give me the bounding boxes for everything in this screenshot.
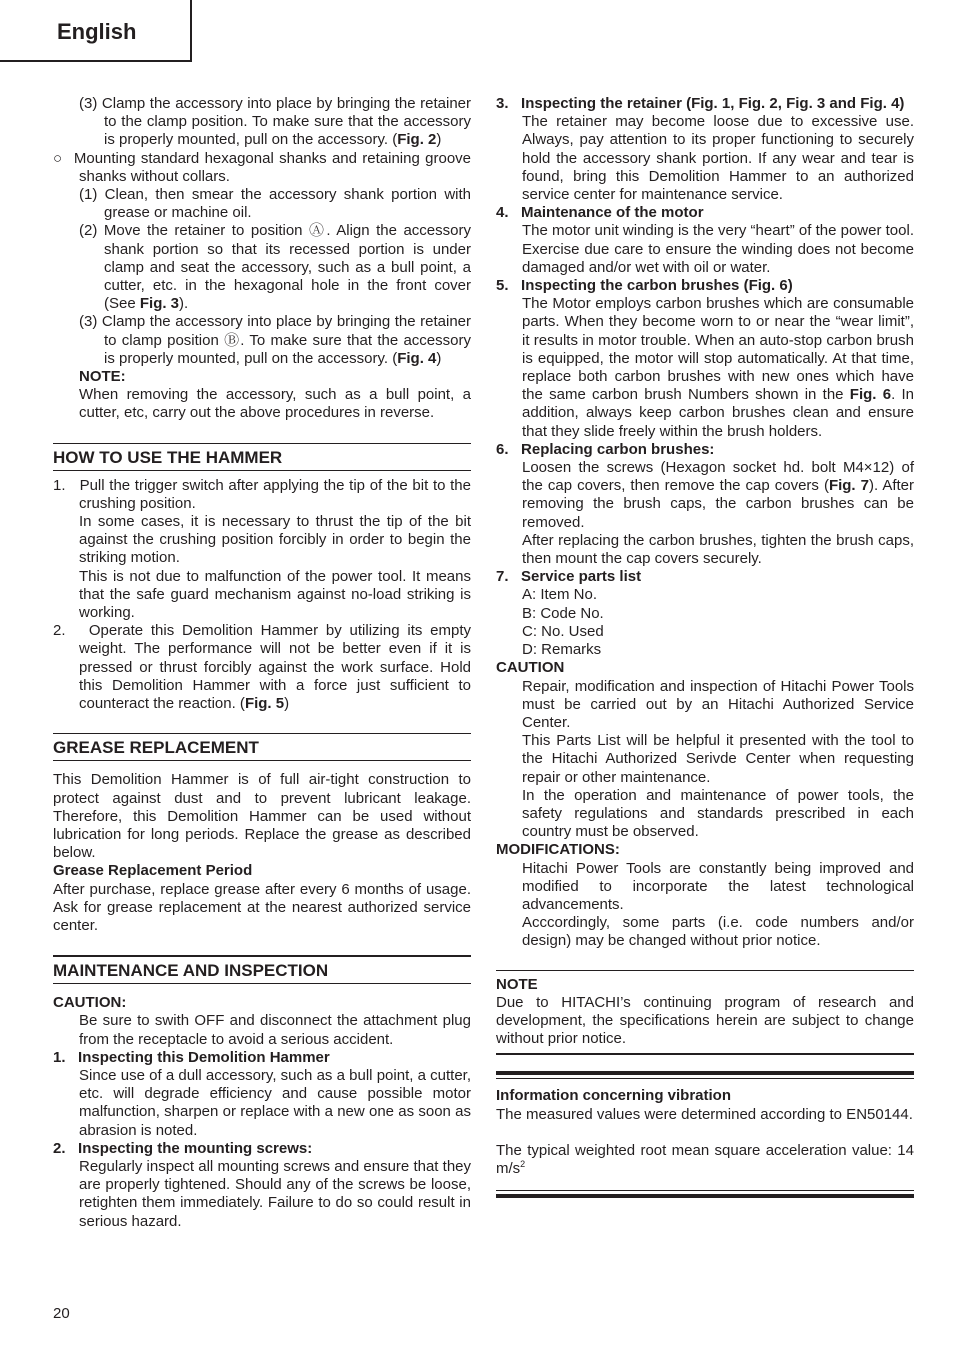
caution-paragraph: Repair, modification and inspection of Hitachi Power Tools must be carried out by an Hitachi Authorized Service Center.	[522, 677, 914, 731]
how-step-1-p3: This is not due to malfunction of the power tool. It means that the safe guard mechanism against no-load striking is working.	[79, 567, 471, 622]
how-step-1: 1. Pull the trigger switch after applying the tip of the bit to the crushing position.	[53, 476, 471, 512]
maintenance-heading: MAINTENANCE AND INSPECTION	[53, 955, 471, 984]
maint-item-1-title: 1. Inspecting this Demolition Hammer	[53, 1048, 330, 1066]
parts-list-item: B: Code No.	[522, 604, 604, 622]
modifications-label: MODIFICATIONS:	[496, 841, 620, 859]
parts-list-item: D: Remarks	[522, 641, 602, 659]
how-to-use-heading: HOW TO USE THE HAMMER	[53, 443, 471, 471]
maint-item-4-title: 4. Maintenance of the motor	[496, 204, 704, 222]
clamp-step-3a: (3) Clamp the accessory into place by bringing the retainer to the clamp position. To make sure that the accessory is properly mounted, pull on the accessory. (Fig. 2)	[79, 95, 472, 149]
how-step-1-p2: In some cases, it is necessary to thrust the tip of the bit against the crushing position forcibly in order to begin the striking motion.	[79, 513, 471, 567]
language-label: English	[57, 19, 137, 44]
maint-item-6-title: 6. Replacing carbon brushes:	[496, 440, 715, 458]
maint-item-7-title: 7. Service parts list	[496, 568, 642, 586]
vibration-text: The measured values were determined according to EN50144.	[496, 1105, 913, 1123]
caution-paragraph: In the operation and maintenance of power tools, the safety regulations and standards prescribed in each country must be observed.	[522, 786, 914, 841]
vibration-value: The typical weighted root mean square acceleration value: 14 $m/s^2$	[496, 1141, 914, 1177]
vibration-bottom-rule	[496, 1194, 914, 1198]
maint-item-5-title: 5. Inspecting the carbon brushes (Fig. 6)	[496, 277, 793, 295]
caution-text: Be sure to swith OFF and disconnect the attachment plug from the receptacle to avoid a serious accident.	[79, 1012, 471, 1048]
parts-list-item: C: No. Used	[522, 622, 604, 640]
note-label: NOTE	[496, 975, 538, 993]
maint-item-3-title: 3. Inspecting the retainer (Fig. 1, Fig. 2, Fig. 3 and Fig. 4)	[496, 95, 905, 112]
right-column	[496, 95, 914, 1198]
maint-item-6-text2: After replacing the carbon brushes, tighten the brush caps, then mount the cap covers securely.	[522, 531, 914, 568]
clean-step-1: (1) Clean, then smear the accessory shank portion with grease or machine oil.	[79, 186, 471, 222]
note-label: NOTE:	[79, 368, 126, 386]
maint-item-2-title: 2. Inspecting the mounting screws:	[53, 1139, 313, 1157]
maint-item-3-text: The retainer may become loose due to excessive use. Always, pay attention to its proper functioning to securely hold the accessory shank portion. If any wear and tear is found, bring this Demolition Hammer to an authorized service center for maintenance service.	[522, 113, 914, 204]
caution-label: CAUTION	[496, 659, 565, 677]
caution-label: CAUTION:	[53, 994, 127, 1012]
modifications-paragraph: Acccordingly, some parts (i.e. code numbers and/or design) may be changed without prior notice.	[522, 914, 914, 950]
note-text: Due to HITACHI’s continuing program of research and development, the specifications herein are subject to change without prior notice.	[496, 993, 914, 1048]
move-step-2: (2) Move the retainer to position Ⓐ. Align the accessory shank portion so that its recessed portion is under clamp and seat the accessory, such as a bull point, a cutter, etc. in the hexagonal hole in the front cover (See Fig. 3).	[79, 222, 471, 313]
how-step-2: 2. Operate this Demolition Hammer by utilizing its empty weight. The performance will not be better even if it is pressed or thrust forcibly against the work surface. Hold this Demolition Hammer with a force just sufficient to counteract the reaction. (Fig. 5)	[53, 622, 471, 713]
note-text: When removing the accessory, such as a bull point, a cutter, etc, carry out the above procedures in reverse.	[79, 386, 471, 422]
maint-item-6-text: Loosen the screws (Hexagon socket hd. bolt M4×12) of the cap covers, then remove the cap covers (Fig. 7). After removing the brush caps, the carbon brushes can be removed.	[522, 459, 914, 531]
page-number: 20	[53, 1305, 70, 1322]
maint-item-5-text: The Motor employs carbon brushes which are consumable parts. When they become worn to or near the “wear limit”, it results in motor trouble. When an auto-stop carbon brush is equipped, the motor will stop automatically. At that time, replace both carbon brushes with new ones which have the same carbon brush Numbers shown in the Fig. 6. In addition, always keep carbon brushes clean and ensure that they slide freely within the brush holders.	[522, 295, 915, 440]
vibration-label: Information concerning vibration	[496, 1087, 732, 1105]
modifications-paragraph: Hitachi Power Tools are constantly being improved and modified to incorporate the latest technological advancements.	[522, 859, 914, 913]
left-column	[53, 95, 471, 1231]
grease-text: This Demolition Hammer is of full air-tight construction to protect against dust and to prevent lubricant leakage. Therefore, this Demolition Hammer can be used without lubrication for long periods. Replace the grease as described below.	[53, 771, 471, 862]
caution-paragraph: This Parts List will be helpful it presented with the tool to the Hitachi Authorized Serivde Center when requesting repair or other maintenance.	[522, 732, 914, 786]
mounting-bullet: ○ Mounting standard hexagonal shanks and retaining groove shanks without collars.	[53, 149, 472, 185]
grease-period-text: After purchase, replace grease after every 6 months of usage. Ask for grease replacement at the nearest authorized service center.	[53, 880, 471, 934]
maint-item-2-text: Regularly inspect all mounting screws and ensure that they are properly tightened. Should any of the screws be loose, retighten them immediately. Failure to do so could result in serious hazard.	[79, 1157, 471, 1230]
clamp-step-3b: (3) Clamp the accessory into place by bringing the retainer to clamp position Ⓑ. To make sure that the accessory is properly mounted, pull on the accessory. (Fig. 4)	[79, 313, 472, 367]
maint-item-1-text: Since use of a dull accessory, such as a bull point, a cutter, etc. will degrade efficiency and cause possible motor malfunction, sharpen or replace with a new one as soon as abrasion is noted.	[79, 1066, 471, 1139]
maint-item-4-text: The motor unit winding is the very “heart” of the power tool. Exercise due care to ensure the winding does not become damaged and/or wet with oil or water.	[522, 222, 914, 276]
grease-heading: GREASE REPLACEMENT	[53, 733, 471, 761]
parts-list-item: A: Item No.	[522, 586, 598, 604]
language-tab	[0, 0, 192, 62]
grease-period-label: Grease Replacement Period	[53, 862, 253, 880]
